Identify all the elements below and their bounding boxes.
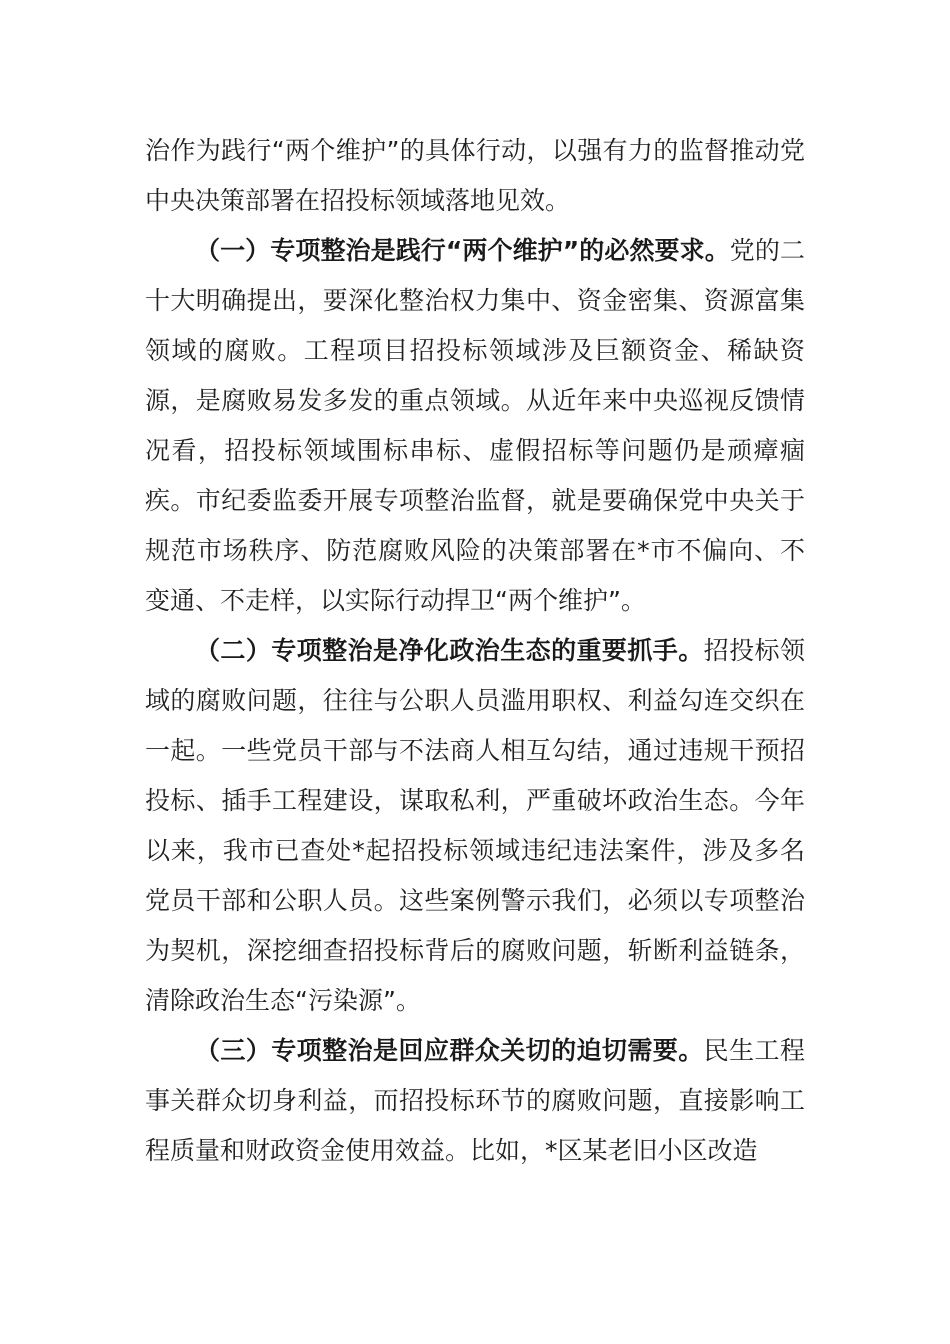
paragraph-text: 治作为践行“两个维护”的具体行动，以强有力的监督推动党中央决策部署在招投标领域落地见效。 <box>145 136 805 215</box>
paragraph-text: 招投标领域的腐败问题，往往与公职人员滥用职权、利益勾连交织在一起。一些党员干部与不法商人相互勾结，通过违规干预招投标、插手工程建设，谋取私利，严重破坏政治生态。今年以来，我市已查处*起招投标领域违纪违法案件，涉及多名党员干部和公职人员。这些案例警示我们，必须以专项整治为契机，深挖细查招投标背后的腐败问题，斩断利益链条，清除政治生态“污染源”。 <box>145 636 805 1015</box>
paragraph-section-1 <box>145 226 805 626</box>
paragraph-section-3 <box>145 1026 805 1176</box>
section-heading: （二）专项整治是净化政治生态的重要抓手。 <box>195 636 704 665</box>
paragraph-text: 党的二十大明确提出，要深化整治权力集中、资金密集、资源富集领域的腐败。工程项目招投标领域涉及巨额资金、稀缺资源，是腐败易发多发的重点领域。从近年来中央巡视反馈情况看，招投标领域围标串标、虚假招标等问题仍是顽瘴痼疾。市纪委监委开展专项整治监督，就是要确保党中央关于规范市场秩序、防范腐败风险的决策部署在*市不偏向、不变通、不走样，以实际行动捍卫“两个维护”。 <box>145 236 805 615</box>
paragraph-continuation <box>145 126 805 226</box>
paragraph-text: 民生工程事关群众切身利益，而招投标环节的腐败问题，直接影响工程质量和财政资金使用效益。比如，*区某老旧小区改造 <box>145 1036 805 1165</box>
document-body <box>145 126 805 1176</box>
section-heading: （一）专项整治是践行“两个维护”的必然要求。 <box>195 236 730 265</box>
section-heading: （三）专项整治是回应群众关切的迫切需要。 <box>195 1036 704 1065</box>
paragraph-section-2 <box>145 626 805 1026</box>
